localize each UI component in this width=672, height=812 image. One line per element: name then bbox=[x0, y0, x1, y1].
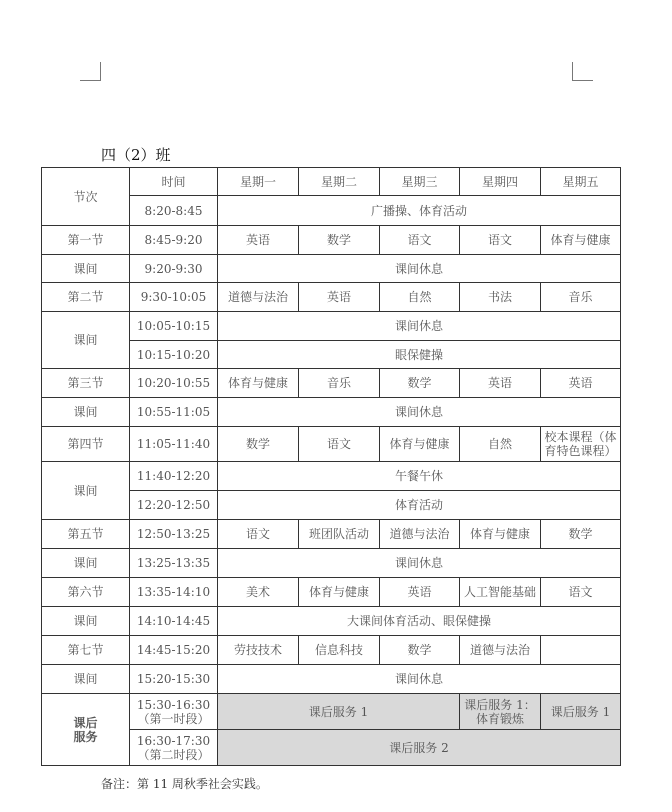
time-cell: 12:20-12:50 bbox=[130, 491, 218, 520]
time-cell: 9:30-10:05 bbox=[130, 283, 218, 312]
time-slot-label: （第一时段） bbox=[137, 711, 210, 726]
header-row bbox=[42, 168, 621, 196]
period-label: 课间 bbox=[42, 549, 130, 578]
crop-mark-left bbox=[80, 62, 101, 81]
period-label: 第一节 bbox=[42, 226, 130, 255]
subject-cell: 语文 bbox=[218, 520, 299, 549]
time-cell: 8:45-9:20 bbox=[130, 226, 218, 255]
subject-cell: 英语 bbox=[299, 283, 380, 312]
table-row bbox=[42, 607, 621, 636]
subject-cell: 英语 bbox=[380, 578, 460, 607]
time-cell: 13:25-13:35 bbox=[130, 549, 218, 578]
table-row bbox=[42, 462, 621, 491]
table-row bbox=[42, 665, 621, 694]
table-row bbox=[42, 427, 621, 462]
table-row bbox=[42, 694, 621, 730]
header-day: 星期四 bbox=[460, 168, 541, 196]
activity-cell: 课后服务 1 bbox=[218, 694, 460, 730]
period-label: 第四节 bbox=[42, 427, 130, 462]
subject-cell: 体育与健康 bbox=[460, 520, 541, 549]
period-label: 第五节 bbox=[42, 520, 130, 549]
subject-cell: 音乐 bbox=[299, 369, 380, 398]
time-cell bbox=[130, 694, 218, 730]
table-row bbox=[42, 636, 621, 665]
after-school-label bbox=[42, 694, 130, 766]
header-time: 时间 bbox=[130, 168, 218, 196]
activity-cell: 午餐午休 bbox=[218, 462, 621, 491]
table-row bbox=[42, 369, 621, 398]
subject-cell bbox=[541, 636, 621, 665]
subject-cell: 数学 bbox=[218, 427, 299, 462]
activity-cell: 眼保健操 bbox=[218, 341, 621, 369]
schedule-table bbox=[41, 167, 621, 766]
subject-cell: 英语 bbox=[541, 369, 621, 398]
subject-cell: 劳技技术 bbox=[218, 636, 299, 665]
period-label: 课间 bbox=[42, 398, 130, 427]
subject-cell: 英语 bbox=[460, 369, 541, 398]
subject-cell: 人工智能基础 bbox=[460, 578, 541, 607]
header-day: 星期五 bbox=[541, 168, 621, 196]
activity-cell: 课间休息 bbox=[218, 255, 621, 283]
subject-cell: 数学 bbox=[380, 636, 460, 665]
subject-cell: 数学 bbox=[299, 226, 380, 255]
table-row bbox=[42, 578, 621, 607]
time-cell: 12:50-13:25 bbox=[130, 520, 218, 549]
time-cell: 14:45-15:20 bbox=[130, 636, 218, 665]
after-school-label-text: 课后服务 bbox=[73, 715, 98, 744]
subject-cell: 语文 bbox=[460, 226, 541, 255]
subject-cell: 语文 bbox=[541, 578, 621, 607]
table-row bbox=[42, 520, 621, 549]
subject-cell: 自然 bbox=[460, 427, 541, 462]
period-label: 第二节 bbox=[42, 283, 130, 312]
table-row bbox=[42, 312, 621, 341]
activity-cell: 大课间体育活动、眼保健操 bbox=[218, 607, 621, 636]
time-cell: 11:05-11:40 bbox=[130, 427, 218, 462]
header-period: 节次 bbox=[42, 168, 130, 226]
subject-cell: 班团队活动 bbox=[299, 520, 380, 549]
activity-cell: 课间休息 bbox=[218, 312, 621, 341]
time-cell: 10:55-11:05 bbox=[130, 398, 218, 427]
period-label: 课间 bbox=[42, 462, 130, 520]
table-row bbox=[42, 226, 621, 255]
header-day: 星期三 bbox=[380, 168, 460, 196]
period-label: 第七节 bbox=[42, 636, 130, 665]
table-row bbox=[42, 549, 621, 578]
activity-cell: 课间休息 bbox=[218, 665, 621, 694]
subject-cell: 美术 bbox=[218, 578, 299, 607]
time-cell: 8:20-8:45 bbox=[130, 196, 218, 226]
subject-cell: 数学 bbox=[380, 369, 460, 398]
activity-cell: 课后服务 2 bbox=[218, 730, 621, 766]
activity-cell: 课间休息 bbox=[218, 398, 621, 427]
period-label: 课间 bbox=[42, 607, 130, 636]
table-row bbox=[42, 255, 621, 283]
header-day: 星期二 bbox=[299, 168, 380, 196]
period-label: 课间 bbox=[42, 312, 130, 369]
time-range: 15:30-16:30 bbox=[136, 697, 211, 712]
period-label: 第六节 bbox=[42, 578, 130, 607]
period-label: 第三节 bbox=[42, 369, 130, 398]
time-cell bbox=[130, 730, 218, 766]
subject-cell: 自然 bbox=[380, 283, 460, 312]
subject-cell: 道德与法治 bbox=[218, 283, 299, 312]
time-cell: 13:35-14:10 bbox=[130, 578, 218, 607]
subject-cell: 体育与健康 bbox=[541, 226, 621, 255]
time-cell: 10:20-10:55 bbox=[130, 369, 218, 398]
subject-cell: 体育与健康 bbox=[299, 578, 380, 607]
table-row bbox=[42, 398, 621, 427]
subject-cell: 英语 bbox=[218, 226, 299, 255]
subject-cell: 音乐 bbox=[541, 283, 621, 312]
subject-cell: 书法 bbox=[460, 283, 541, 312]
time-cell: 15:20-15:30 bbox=[130, 665, 218, 694]
subject-cell: 道德与法治 bbox=[380, 520, 460, 549]
time-cell: 10:15-10:20 bbox=[130, 341, 218, 369]
subject-cell: 数学 bbox=[541, 520, 621, 549]
header-day: 星期一 bbox=[218, 168, 299, 196]
subject-cell: 道德与法治 bbox=[460, 636, 541, 665]
time-cell: 9:20-9:30 bbox=[130, 255, 218, 283]
class-title: 四（2）班 bbox=[101, 146, 171, 164]
crop-mark-right bbox=[572, 62, 593, 81]
subject-cell: 校本课程（体育特色课程） bbox=[541, 427, 621, 462]
activity-cell: 广播操、体育活动 bbox=[218, 196, 621, 226]
activity-cell: 体育活动 bbox=[218, 491, 621, 520]
time-cell: 10:05-10:15 bbox=[130, 312, 218, 341]
time-cell: 14:10-14:45 bbox=[130, 607, 218, 636]
table-row bbox=[42, 283, 621, 312]
subject-cell: 语文 bbox=[380, 226, 460, 255]
time-slot-label: （第二时段） bbox=[137, 747, 210, 762]
period-label: 课间 bbox=[42, 665, 130, 694]
period-label: 课间 bbox=[42, 255, 130, 283]
footnote: 备注：第 11 周秋季社会实践。 bbox=[101, 777, 268, 791]
time-cell: 11:40-12:20 bbox=[130, 462, 218, 491]
activity-cell: 课后服务 1：体育锻炼 bbox=[460, 694, 541, 730]
activity-cell: 课间休息 bbox=[218, 549, 621, 578]
subject-cell: 体育与健康 bbox=[218, 369, 299, 398]
subject-cell: 信息科技 bbox=[299, 636, 380, 665]
activity-cell: 课后服务 1 bbox=[541, 694, 621, 730]
time-range: 16:30-17:30 bbox=[136, 733, 211, 748]
subject-cell: 语文 bbox=[299, 427, 380, 462]
subject-cell: 体育与健康 bbox=[380, 427, 460, 462]
